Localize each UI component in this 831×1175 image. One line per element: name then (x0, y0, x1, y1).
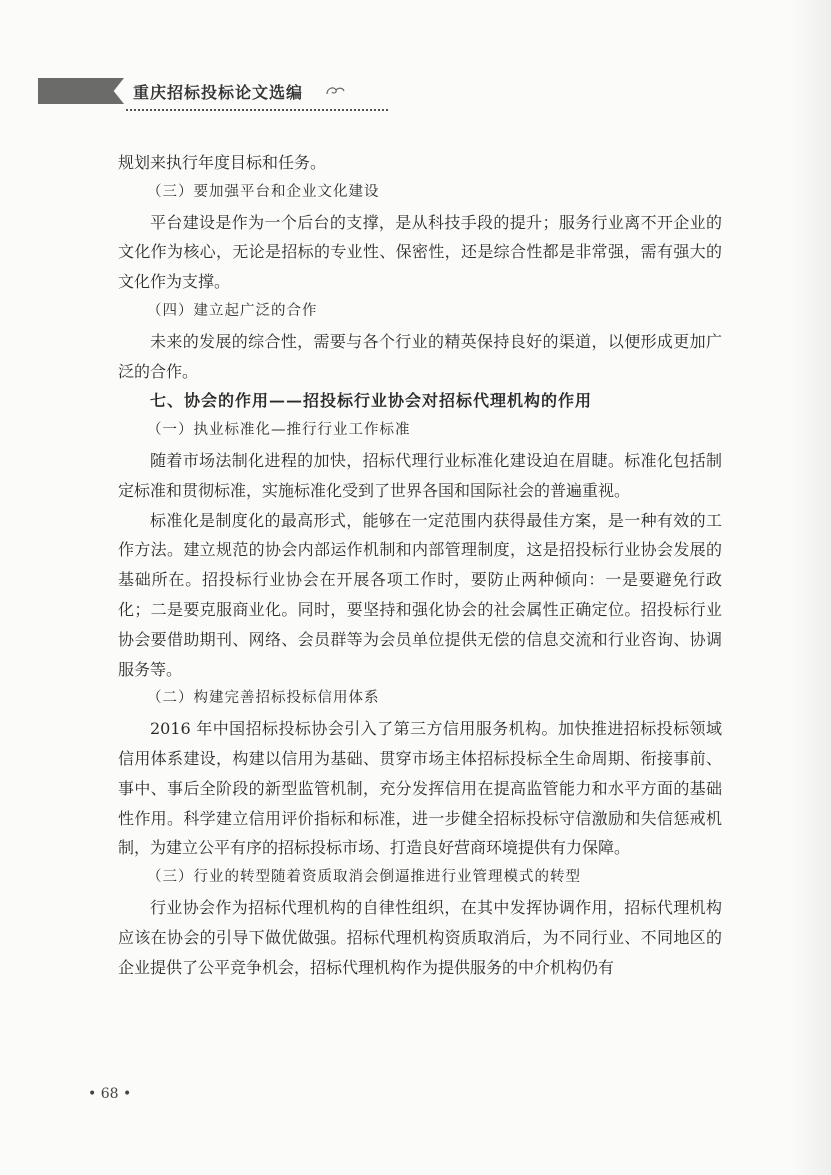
paragraph: 标准化是制度化的最高形式，能够在一定范围内获得最佳方案，是一种有效的工作方法。建立规范的协会内部运作机制和内部管理制度，这是招投标行业协会发展的基础所在。招投标行业协会在开展各项工作时，要防止两种倾向：一是要避免行政化；二是要克服商业化。同时，要坚持和强化协会的社会属性正确定位。招投标行业协会要借助期刊、网络、会员群等为会员单位提供无偿的信息交流和行业咨询、协调服务等。 (118, 510, 722, 679)
paragraph: 平台建设是作为一个后台的支撑，是从科技手段的提升；服务行业离不开企业的文化作为核心，无论是招标的专业性、保密性，还是综合性都是非常强，需有强大的文化作为支撑。 (118, 212, 722, 292)
section-heading-association-role: 七、协会的作用——招投标行业协会对招标代理机构的作用 (150, 391, 593, 411)
header-band (38, 78, 124, 104)
page-edge-shadow (791, 0, 831, 1175)
paragraph: 行业协会作为招标代理机构的自律性组织，在其中发挥协调作用，招标代理机构应该在协会的引导下做优做强。招标代理机构资质取消后，为不同行业、不同地区的企业提供了公平竞争机会，招标代理机构作为提供服务的中介机构仍有 (118, 897, 722, 977)
paragraph: 2016 年中国招标投标协会引入了第三方信用服务机构。加快推进招标投标领域信用体系建设，构建以信用为基础、贯穿市场主体招标投标全生命周期、衔接事前、事中、事后全阶段的新型监管机制，充分发挥信用在提高监管能力和水平方面的基础性作用。科学建立信用评价指标和标准，进一步健全招标投标守信激励和失信惩戒机制，为建立公平有序的招标投标市场、打造良好营商环境提供有力保障。 (118, 719, 722, 858)
page-body (118, 148, 722, 982)
paragraph-continued: 规划来执行年度目标和任务。 (118, 153, 327, 172)
subheading-platform-culture: （三）要加强平台和企业文化建设 (147, 183, 380, 200)
subheading-credit-system: （二）构建完善招标投标信用体系 (147, 690, 380, 707)
subheading-standardization: （一）执业标准化—推行行业工作标准 (147, 422, 411, 439)
swirl-ornament-icon (324, 82, 346, 100)
subheading-cooperation: （四）建立起广泛的合作 (147, 302, 318, 319)
page-number: • 68 • (88, 1086, 132, 1102)
running-header-title: 重庆招标投标论文选编 (133, 83, 304, 102)
header-dotted-rule (126, 109, 388, 111)
subheading-industry-transformation: （三）行业的转型随着资质取消会倒逼推进行业管理模式的转型 (147, 869, 581, 886)
paragraph: 未来的发展的综合性，需要与各个行业的精英保持良好的渠道，以便形成更加广泛的合作。 (118, 331, 722, 381)
paragraph: 随着市场法制化进程的加快，招标代理行业标准化建设迫在眉睫。标准化包括制定标准和贯彻标准，实施标准化受到了世界各国和国际社会的普遍重视。 (118, 450, 722, 500)
